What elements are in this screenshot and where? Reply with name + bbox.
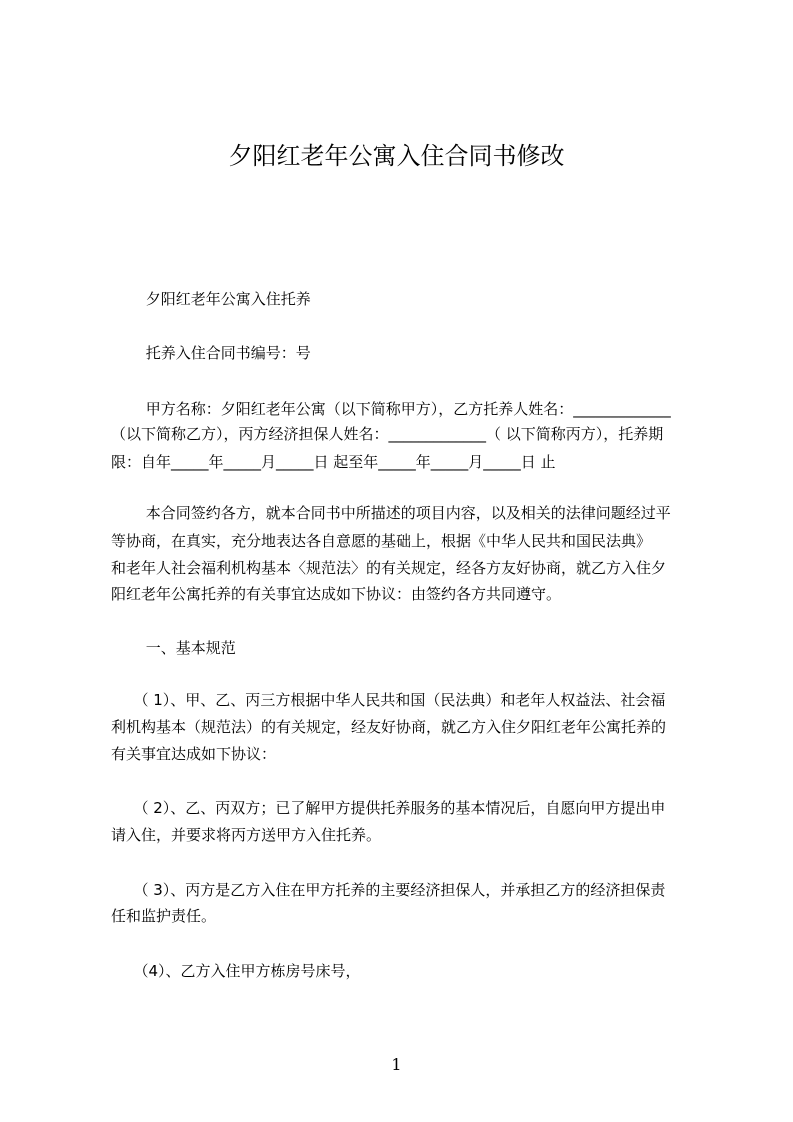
- paragraph-line: 请入住，并要求将丙方送甲方入住托养。: [111, 826, 382, 844]
- paragraph-line: 限：自年_____年_____月_____日 起至年_____年_____月_____日 止: [111, 453, 556, 471]
- paragraph-line: 甲方名称：夕阳红老年公寓（以下简称甲方），乙方托养人姓名：_____________: [111, 400, 671, 418]
- paragraph-line: （4）、乙方入住甲方栋房号床号，: [111, 962, 361, 980]
- paragraph-line: 有关事宜达成如下协议：: [111, 745, 277, 763]
- paragraph-line: 任和监护责任。: [111, 907, 217, 925]
- paragraph-line: （ 1）、甲、乙、丙三方根据中华人民共和国（民法典）和老年人权益法、社会福: [111, 691, 666, 709]
- paragraph-line: 等协商，在真实，充分地表达各自意愿的基础上，根据《中华人民共和国民法典》: [111, 532, 652, 550]
- paragraph-line: 托养入住合同书编号：号: [111, 344, 311, 362]
- section-heading: 一、基本规范: [111, 639, 236, 657]
- page-number: 1: [391, 1055, 402, 1074]
- document-title: 夕阳红老年公寓入住合同书修改: [228, 142, 565, 170]
- paragraph-line: （ 2）、乙、丙双方；已了解甲方提供托养服务的基本情况后，自愿向甲方提出申: [111, 799, 666, 817]
- paragraph-line: 夕阳红老年公寓入住托养: [111, 290, 311, 308]
- paragraph-line: 利机构基本（规范法）的有关规定，经友好协商，就乙方入住夕阳红老年公寓托养的: [111, 718, 667, 736]
- paragraph-line: （ 3）、丙方是乙方入住在甲方托养的主要经济担保人，并承担乙方的经济担保责: [111, 881, 666, 899]
- paragraph-line: 本合同签约各方，就本合同书中所描述的项目内容，以及相关的法律问题经过平: [111, 504, 671, 522]
- paragraph-line: 阳红老年公寓托养的有关事宜达成如下协议：由签约各方共同遵守。: [111, 585, 562, 603]
- paragraph-line: （以下简称乙方），丙方经济担保人姓名：_____________（ 以下简称丙方），托养期: [111, 425, 664, 443]
- paragraph-line: 和老年人社会福利机构基本〈规范法〉的有关规定，经各方友好协商，就乙方入住夕: [111, 559, 667, 577]
